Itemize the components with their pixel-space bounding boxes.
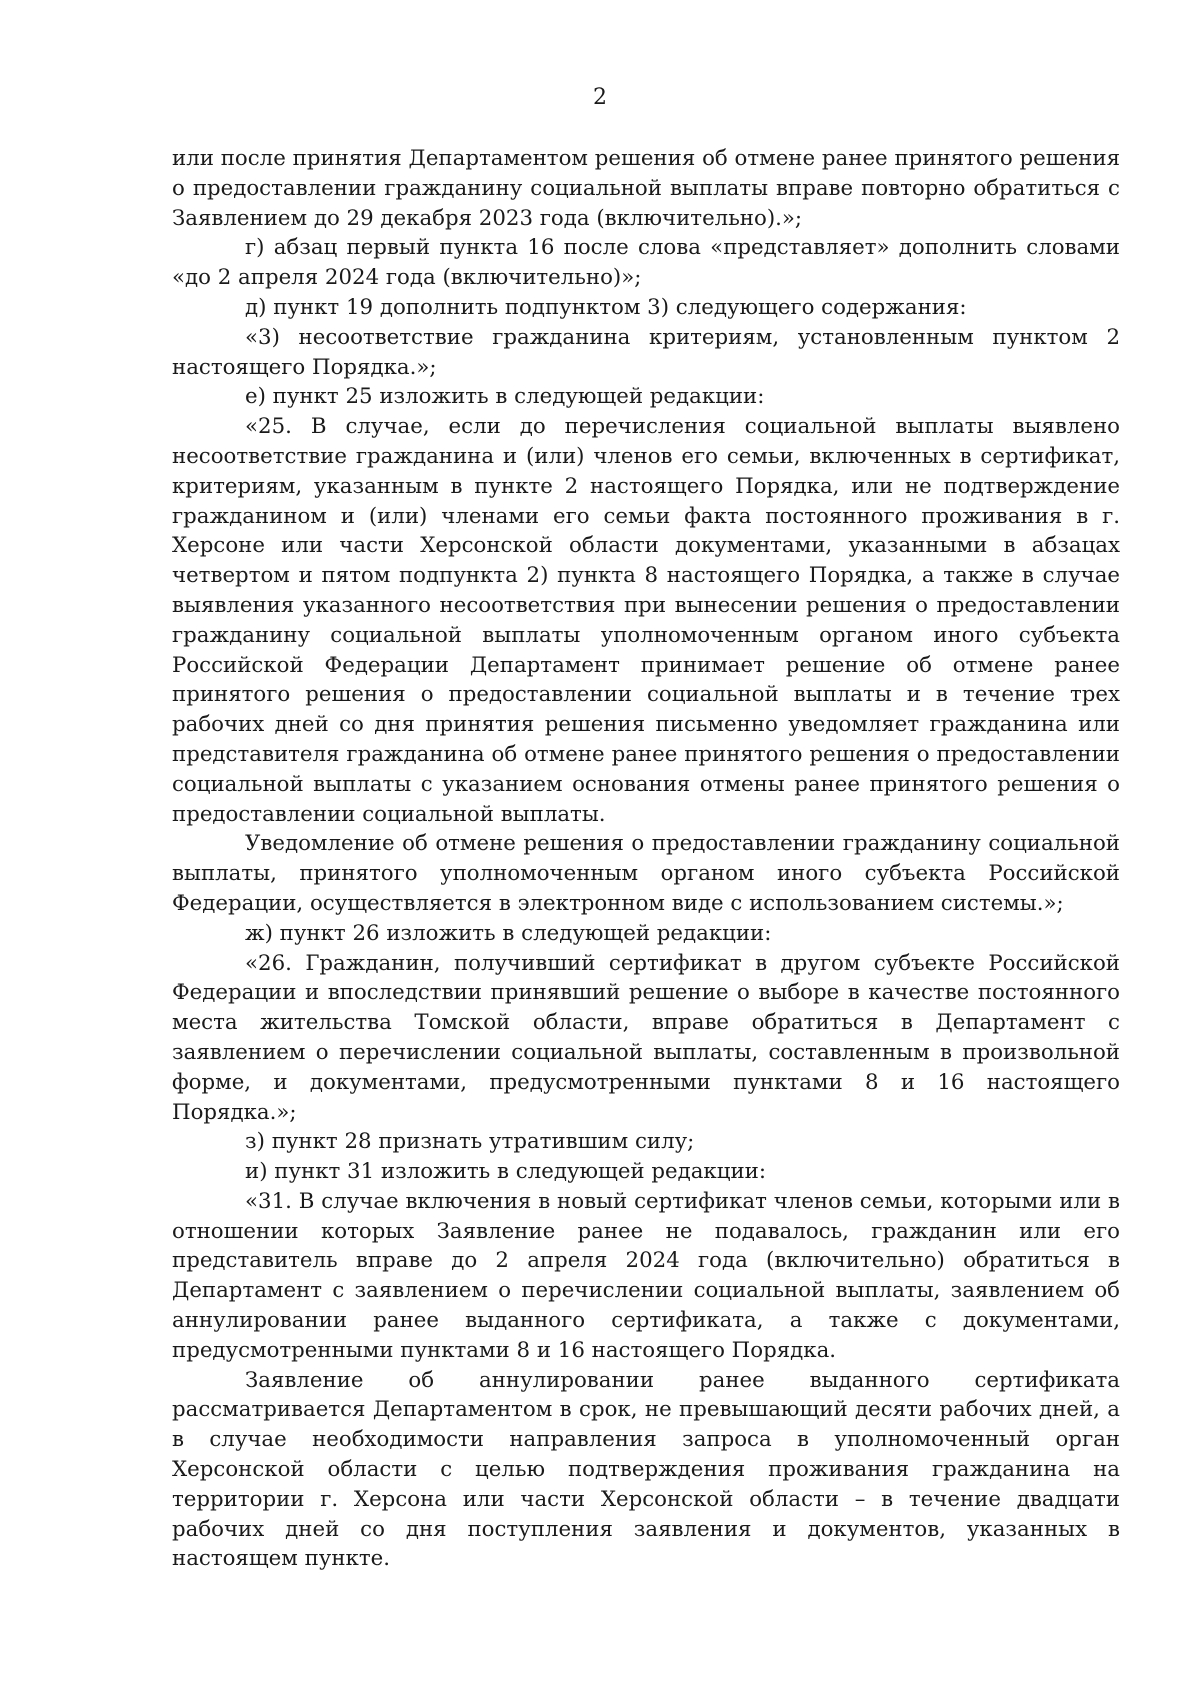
paragraph-point-26: «26. Гражданин, получивший сертификат в другом субъекте Российской Федерации и впоследствии принявший решение о выборе в качестве постоянного места жительства Томской области, вправе обратиться в Департамент с заявлением о перечислении социальной выплаты, составленным в произвольной форме, и документами, предусмотренными пунктами 8 и 16 настоящего Порядка.»;	[172, 950, 1120, 1125]
paragraph-subitem-3: «3) несоответствие гражданина критериям, установленным пунктом 2 настоящего Порядка.»;	[172, 324, 1120, 380]
paragraph-item-i: и) пункт 31 изложить в следующей редакции:	[245, 1159, 767, 1185]
paragraph-item-g: г) абзац первый пункта 16 после слова «представляет» дополнить словами «до 2 апреля 2024 года (включительно)»;	[172, 235, 1120, 291]
paragraph-annulment: Заявление об аннулировании ранее выданного сертификата рассматривается Департаментом в срок, не превышающий десяти рабочих дней, а в случае необходимости направления запроса в уполномоченный орган Херсонской области с целью подтверждения проживания гражданина на территории г. Херсона или части Херсонской области – в течение двадцати рабочих дней со дня поступления заявления и документов, указанных в настоящем пункте.	[172, 1367, 1120, 1572]
page-number: 2	[593, 85, 607, 110]
paragraph-point-31: «31. В случае включения в новый сертификат членов семьи, которыми или в отношении которых Заявление ранее не подавалось, гражданин или его представитель вправе до 2 апреля 2024 года (включительно) обратиться в Департамент с заявлением о перечислении социальной выплаты, заявлением об аннулировании ранее выданного сертификата, а также с документами, предусмотренными пунктами 8 и 16 настоящего Порядка.	[172, 1188, 1120, 1363]
document-body	[172, 144, 1120, 1574]
paragraph-item-d: д) пункт 19 дополнить подпунктом 3) следующего содержания:	[245, 294, 967, 320]
paragraph-item-zh: ж) пункт 26 изложить в следующей редакции:	[245, 920, 772, 946]
paragraph-continuation: или после принятия Департаментом решения об отмене ранее принятого решения о предоставлении гражданину социальной выплаты вправе повторно обратиться с Заявлением до 29 декабря 2023 года (включительно).»;	[172, 146, 1120, 231]
paragraph-item-z: з) пункт 28 признать утратившим силу;	[245, 1129, 695, 1155]
paragraph-notification: Уведомление об отмене решения о предоставлении гражданину социальной выплаты, принятого уполномоченным органом иного субъекта Российской Федерации, осуществляется в электронном виде с использованием системы.»;	[172, 831, 1120, 916]
paragraph-point-25: «25. В случае, если до перечисления социальной выплаты выявлено несоответствие гражданина и (или) членов его семьи, включенных в сертификат, критериям, указанным в пункте 2 настоящего Порядка, или не подтверждение гражданином и (или) членами его семьи факта постоянного проживания в г. Херсоне или части Херсонской области документами, указанными в абзацах четвертом и пятом подпункта 2) пункта 8 настоящего Порядка, а также в случае выявления указанного несоответствия при вынесении решения о предоставлении гражданину социальной выплаты уполномоченным органом иного субъекта Российской Федерации Департамент принимает решение об отмене ранее принятого решения о предоставлении социальной выплаты и в течение трех рабочих дней со дня принятия решения письменно уведомляет гражданина или представителя гражданина об отмене ранее принятого решения о предоставлении социальной выплаты с указанием основания отмены ранее принятого решения о предоставлении социальной выплаты.	[172, 414, 1120, 827]
paragraph-item-e: е) пункт 25 изложить в следующей редакции:	[245, 384, 765, 410]
